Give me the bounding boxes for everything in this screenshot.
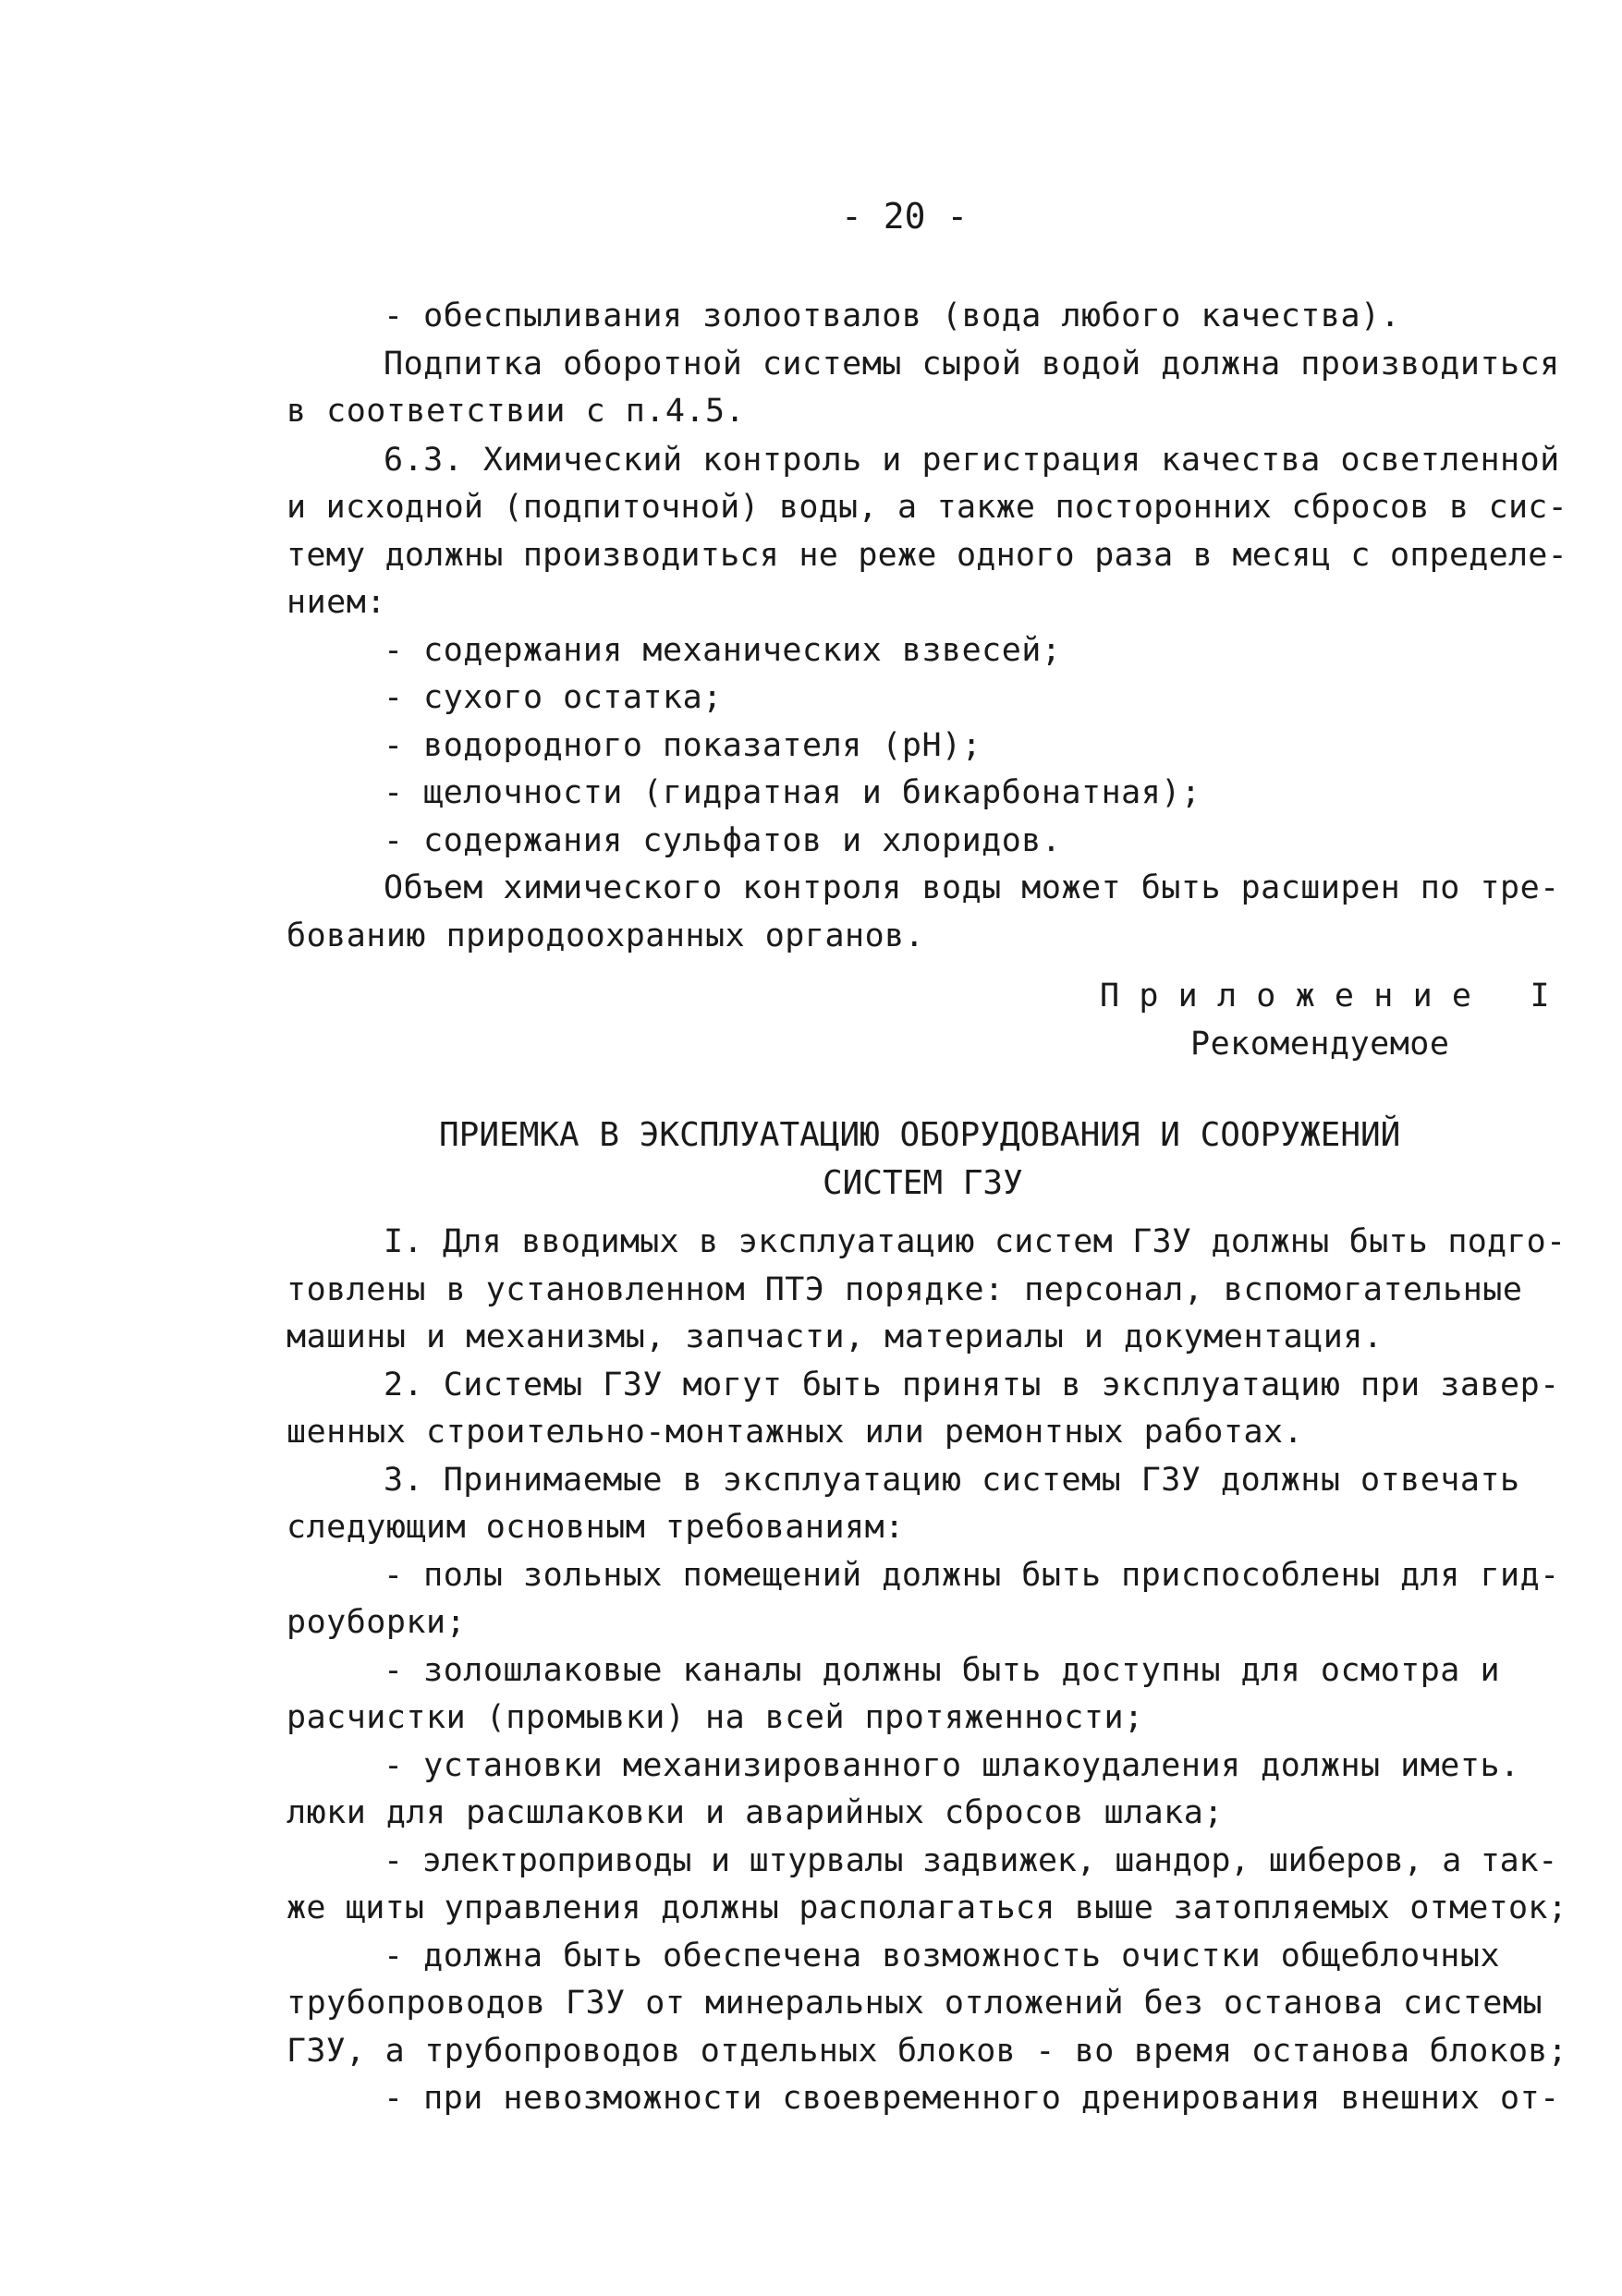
clause-6-3-line-4: нием:	[287, 584, 386, 621]
list-item: - щелочности (гидратная и бикарбонатная);	[384, 774, 1201, 811]
requirement-drives-line-2: же щиты управления должны располагаться выше затопляемых отметок;	[287, 1889, 1567, 1926]
appendix-clause-2-line-1: 2. Системы ГЗУ могут быть приняты в эксплуатацию при завер-	[384, 1367, 1560, 1403]
paragraph-makeup-line-1: Подпитка оборотной системы сырой водой должна производиться	[384, 346, 1560, 383]
appendix-label: Приложение I	[1100, 978, 1569, 1014]
appendix-clause-1-line-2: товлены в установленном ПТЭ порядке: персонал, вспомогательные	[287, 1271, 1523, 1308]
appendix-clause-3-line-1: 3. Принимаемые в эксплуатацию системы ГЗУ должны отвечать	[384, 1462, 1520, 1499]
clause-6-3-line-2: и исходной (подпиточной) воды, а также посторонних сбросов в сис-	[287, 489, 1567, 526]
appendix-title-line-1: ПРИЕМКА В ЭКСПЛУАТАЦИЮ ОБОРУДОВАНИЯ И СООРУЖЕНИЙ	[439, 1116, 1401, 1154]
requirement-slag-removal-line-2: люки для расшлаковки и аварийных сбросов шлака;	[287, 1794, 1224, 1831]
list-item: - содержания механических взвесей;	[384, 632, 1062, 669]
appendix-clause-3-line-2: следующим основным требованиям:	[287, 1509, 905, 1546]
requirement-cleaning-line-1: - должна быть обеспечена возможность очистки общеблочных	[384, 1938, 1501, 1974]
requirement-cleaning-line-2: трубопроводов ГЗУ от минеральных отложений без останова системы	[287, 1985, 1543, 2022]
appendix-status: Рекомендуемое	[1190, 1026, 1450, 1063]
page-number: - 20 -	[841, 196, 969, 237]
paragraph-makeup-line-2: в соответствии с п.4.5.	[287, 393, 746, 430]
requirement-floors-line-1: - полы зольных помещений должны быть приспособлены для гид-	[384, 1557, 1560, 1594]
requirement-slag-removal-line-1: - установки механизированного шлакоудаления должны иметь.	[384, 1747, 1520, 1784]
requirement-cleaning-line-3: ГЗУ, а трубопроводов отдельных блоков - во время останова блоков;	[287, 2033, 1567, 2070]
clause-6-3-line-3: тему должны производиться не реже одного раза в месяц с определе-	[287, 537, 1567, 574]
list-item: - водородного показателя (рН);	[384, 727, 982, 764]
list-item: - содержания сульфатов и хлоридов.	[384, 822, 1062, 859]
clause-6-3-line-1: 6.3. Химический контроль и регистрация качества осветленной	[384, 442, 1560, 479]
appendix-clause-2-line-2: шенных строительно-монтажных или ремонтных работах.	[287, 1414, 1304, 1451]
requirement-channels-line-1: - золошлаковые каналы должны быть доступны для осмотра и	[384, 1652, 1501, 1689]
requirement-drives-line-1: - электроприводы и штурвалы задвижек, шандор, шиберов, а так-	[384, 1842, 1558, 1879]
appendix-title-line-2: СИСТЕМ ГЗУ	[823, 1164, 1023, 1202]
list-item: - сухого остатка;	[384, 679, 723, 716]
appendix-clause-1-line-1: I. Для вводимых в эксплуатацию систем ГЗУ должны быть подго-	[384, 1223, 1567, 1260]
bullet-dedusting: - обеспыливания золоотвалов (вода любого качества).	[384, 298, 1401, 334]
volume-line-1: Объем химического контроля воды может быть расширен по тре-	[384, 869, 1560, 906]
requirement-channels-line-2: расчистки (промывки) на всей протяженности;	[287, 1699, 1144, 1736]
requirement-drainage-line-1: - при невозможности своевременного дренирования внешних от-	[384, 2080, 1560, 2117]
volume-line-2: бованию природоохранных органов.	[287, 917, 925, 954]
requirement-floors-line-2: роуборки;	[287, 1604, 467, 1641]
appendix-clause-1-line-3: машины и механизмы, запчасти, материалы и документация.	[287, 1318, 1384, 1355]
